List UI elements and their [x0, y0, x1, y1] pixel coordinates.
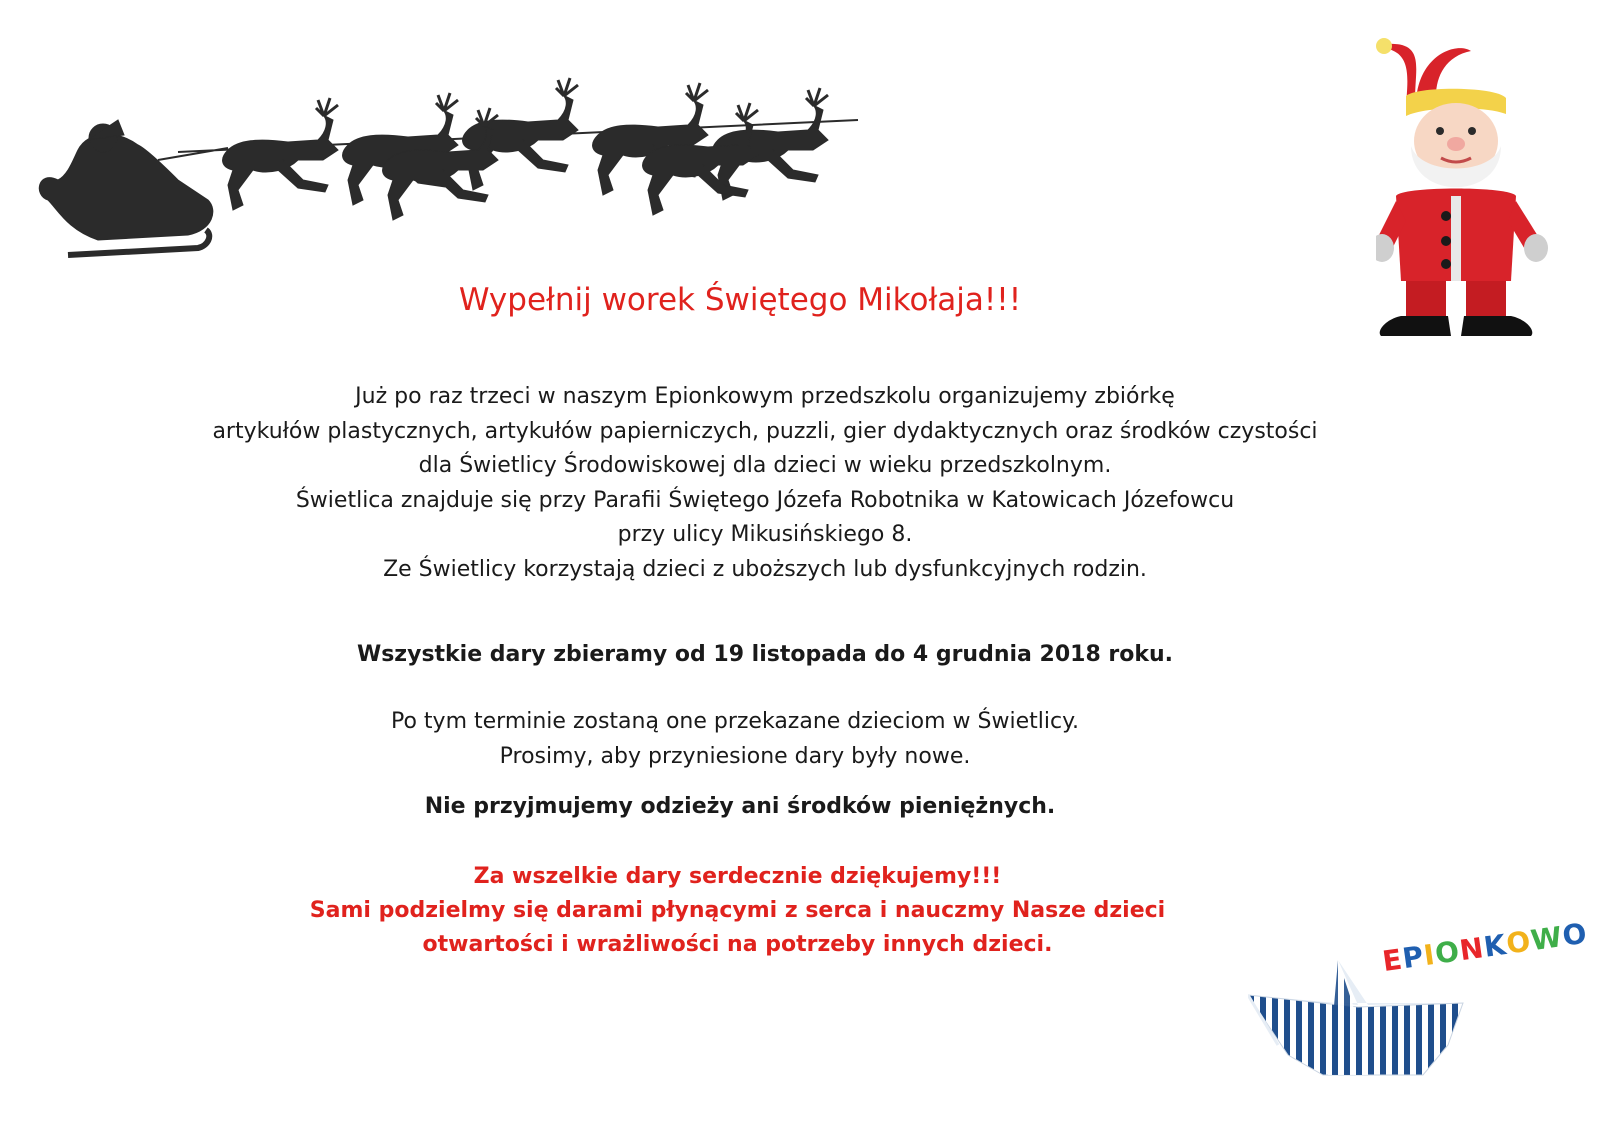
logo-letter: P [1400, 939, 1427, 976]
after-line: Prosimy, aby przyniesione dary były nowe. [499, 743, 971, 769]
thanks-line: otwartości i wrażliwości na potrzeby innych dzieci. [422, 932, 1053, 957]
exclusion-notice: Nie przyjmujemy odzieży ani środków pieniężnych. [424, 794, 1056, 819]
page-title: Wypełnij worek Świętego Mikołaja!!! [458, 282, 1022, 318]
collection-dates: Wszystkie dary zbieramy od 19 listopada do 4 grudnia 2018 roku. [356, 642, 1174, 667]
intro-line: przy ulicy Mikusińskiego 8. [617, 522, 913, 547]
santa-sleigh-reindeer-icon [28, 60, 868, 270]
logo-letter: O [1432, 934, 1463, 971]
logo-letter: O [1504, 924, 1534, 961]
after-collection-paragraph [0, 705, 1470, 774]
thanks-line: Sami podzielmy się darami płynącymi z serca i nauczmy Nasze dzieci [309, 898, 1166, 923]
logo-letter: K [1481, 927, 1509, 964]
intro-line: Ze Świetlicy korzystają dzieci z uboższych lub dysfunkcyjnych rodzin. [383, 556, 1147, 582]
logo-letter: O [1560, 916, 1590, 953]
intro-line: Już po raz trzeci w naszym Epionkowym przedszkolu organizujemy zbiórkę [355, 384, 1175, 409]
logo-letter: E [1380, 942, 1405, 978]
intro-line: dla Świetlicy Środowiskowej dla dzieci w wieku przedszkolnym. [418, 453, 1112, 478]
intro-paragraph [0, 380, 1530, 587]
after-line: Po tym terminie zostaną one przekazane dzieciom w Świetlicy. [391, 709, 1079, 734]
logo-letter: I [1421, 937, 1438, 973]
intro-line: artykułów plastycznych, artykułów papierniczych, puzzli, gier dydaktycznych oraz środków czystości [212, 418, 1318, 444]
logo-letter: N [1457, 931, 1487, 968]
logo-letter: W [1528, 920, 1565, 958]
intro-line: Świetlica znajduje się przy Parafii Świętego Józefa Robotnika w Katowicach Józefowcu [295, 487, 1235, 513]
thanks-line: Za wszelkie dary serdecznie dziękujemy!!! [473, 864, 1002, 889]
